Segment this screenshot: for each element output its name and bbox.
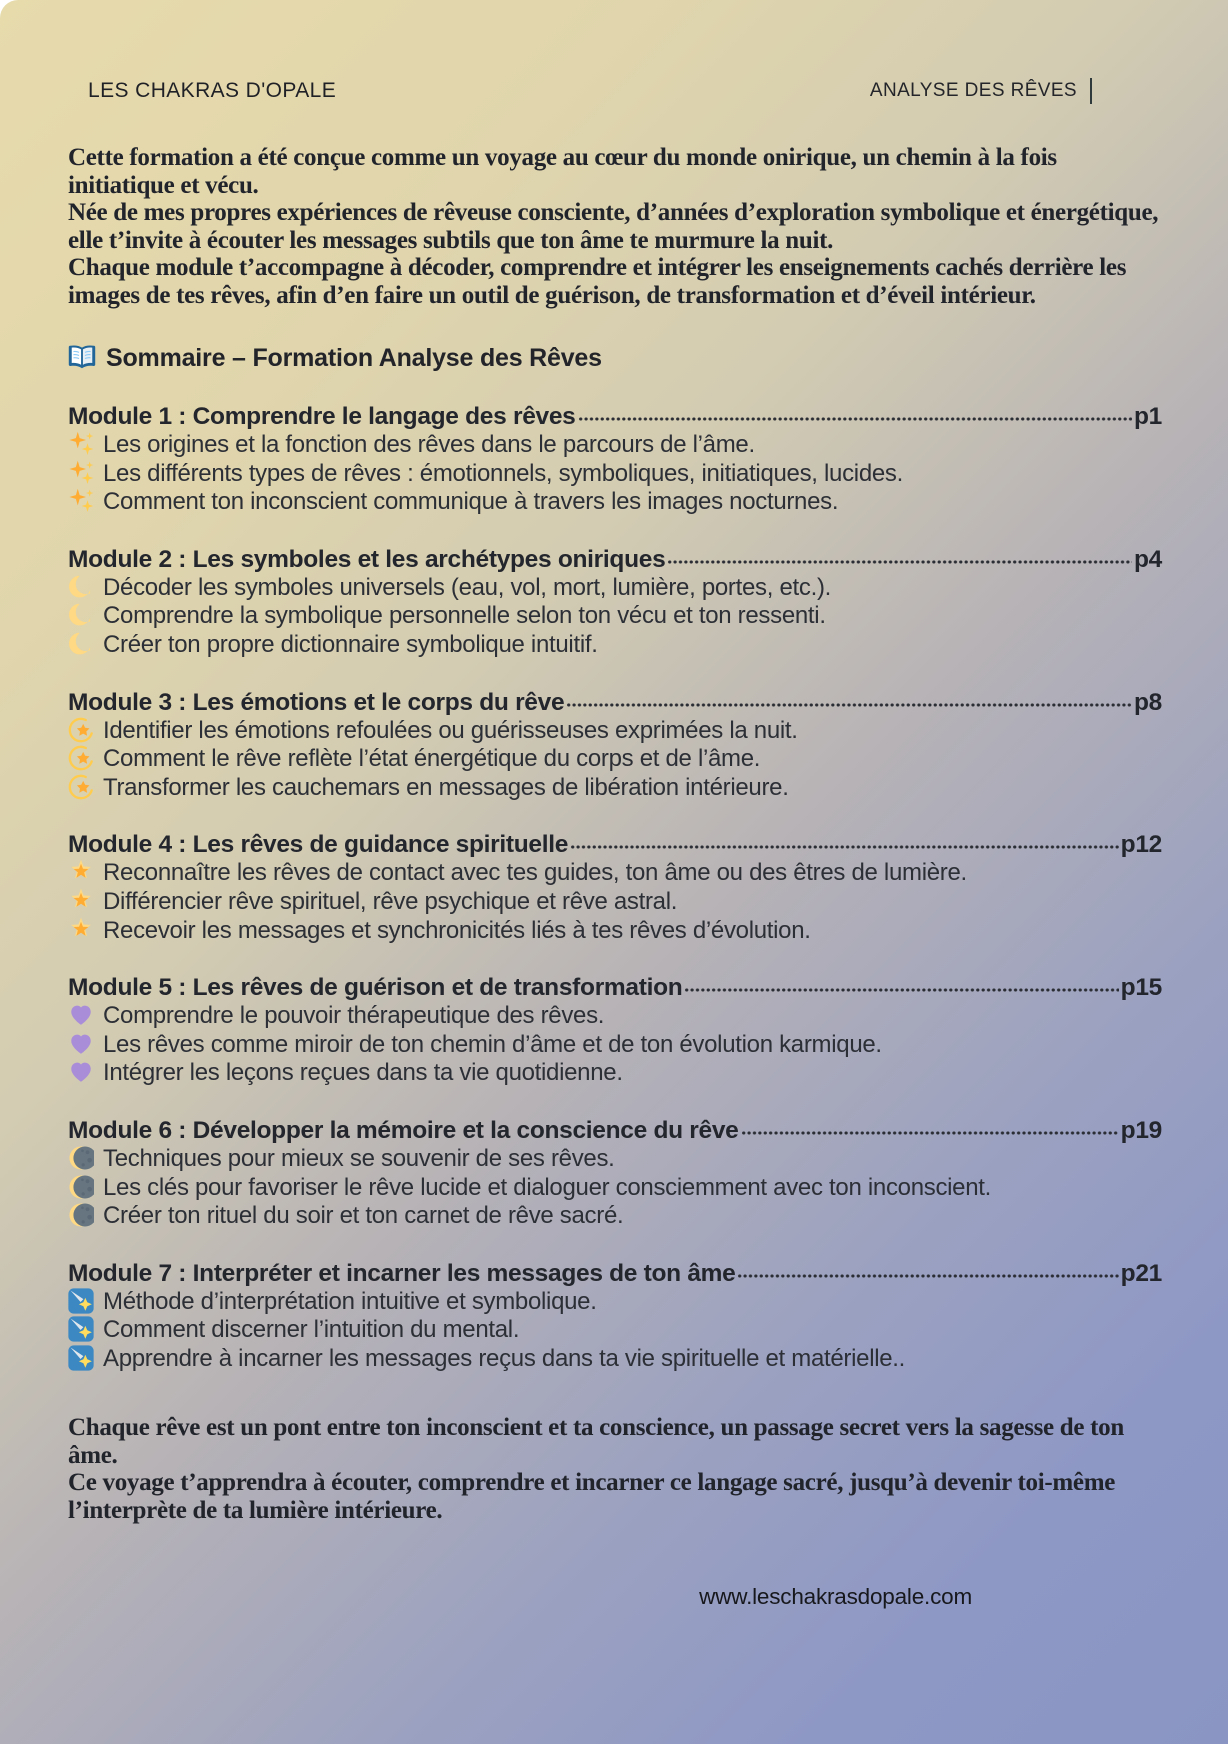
dizzy-star-icon	[68, 774, 94, 800]
module-section-7	[68, 1260, 1162, 1373]
list-item-text: Créer ton rituel du soir et ton carnet de rêve sacré.	[103, 1202, 624, 1230]
page-number: p19	[1120, 1116, 1162, 1144]
dizzy-star-icon	[68, 717, 94, 743]
list-item	[68, 1174, 1162, 1202]
glowing-star-icon	[68, 859, 94, 885]
list-item-text: Comment discerner l’intuition du mental.	[103, 1316, 520, 1344]
closing-paragraph: Ce voyage t’apprendra à écouter, comprendre et incarner ce langage sacré, jusqu’à devenir toi-même l’interprète de ta lumière intérieure.	[68, 1469, 1116, 1524]
page-number: p12	[1120, 831, 1162, 859]
website-link[interactable]: www.leschakrasdopale.com	[699, 1584, 972, 1610]
module-section-4	[68, 831, 1162, 944]
list-item	[68, 1002, 1162, 1030]
list-item-text: Méthode d’interprétation intuitive et symbolique.	[103, 1287, 597, 1315]
module-title: Module 1 : Comprendre le langage des rêves	[68, 403, 576, 430]
module-title: Module 3 : Les émotions et le corps du rêve	[68, 688, 565, 716]
page-content	[0, 144, 1228, 1610]
header-right	[870, 78, 1092, 104]
list-item	[68, 1059, 1162, 1087]
list-item	[68, 888, 1162, 916]
list-item	[68, 574, 1162, 602]
closing-paragraph: Chaque rêve est un pont entre ton inconscient et ta conscience, un passage secret vers la sagesse de ton âme.	[68, 1414, 1124, 1469]
intro-paragraph: Cette formation a été conçue comme un voyage au cœur du monde onirique, un chemin à la fois initiatique et vécu.	[68, 144, 1057, 199]
list-item-text: Transformer les cauchemars en messages de libération intérieure.	[103, 773, 789, 801]
list-item-text: Recevoir les messages et synchronicités liés à tes rêves d’évolution.	[103, 916, 811, 944]
intro-paragraph: Chaque module t’accompagne à décoder, comprendre et intégrer les enseignements cachés derrière les images de tes rêves, afin d’en faire un outil de guérison, de transformation et d’éveil intérieur.	[68, 254, 1127, 309]
sparkles-icon	[68, 431, 94, 457]
dotted-leader	[741, 1118, 1119, 1138]
list-item-text: Les origines et la fonction des rêves dans le parcours de l’âme.	[103, 431, 755, 458]
toc-entry	[68, 1117, 1162, 1144]
crescent-moon-icon	[68, 574, 94, 600]
list-item	[68, 1316, 1162, 1344]
list-item-text: Décoder les symboles universels (eau, vol, mort, lumière, portes, etc.).	[103, 573, 832, 601]
toc-entry	[68, 546, 1162, 573]
list-item	[68, 745, 1162, 773]
waning-crescent-moon-icon	[68, 1202, 94, 1228]
page-number: p8	[1134, 688, 1162, 716]
shooting-star-icon	[68, 1316, 94, 1342]
page-number: p1	[1134, 403, 1162, 430]
list-item-text: Comprendre la symbolique personnelle selon ton vécu et ton ressenti.	[103, 602, 826, 630]
dotted-leader	[737, 1261, 1118, 1281]
glowing-star-icon	[68, 888, 94, 914]
page-header	[0, 0, 1228, 104]
crescent-moon-icon	[68, 602, 94, 628]
list-item-text: Les clés pour favoriser le rêve lucide et dialoguer consciemment avec ton inconscient.	[103, 1173, 992, 1201]
shooting-star-icon	[68, 1288, 94, 1314]
intro-paragraphs	[68, 144, 1162, 309]
list-item	[68, 1288, 1162, 1316]
list-item-text: Intégrer les leçons reçues dans ta vie quotidienne.	[103, 1059, 623, 1087]
module-title: Module 4 : Les rêves de guidance spirituelle	[68, 831, 569, 859]
list-item	[68, 1345, 1162, 1373]
module-title: Module 5 : Les rêves de guérison et de transformation	[68, 974, 683, 1002]
module-title: Module 2 : Les symboles et les archétypes oniriques	[68, 545, 666, 573]
dotted-leader	[667, 547, 1132, 567]
brand-title: LES CHAKRAS D'OPALE	[88, 79, 337, 102]
list-item-text: Comprendre le pouvoir thérapeutique des rêves.	[103, 1002, 605, 1030]
open-book-icon	[68, 343, 96, 371]
toc-heading-label: Sommaire – Formation Analyse des Rêves	[106, 344, 602, 372]
shooting-star-icon	[68, 1345, 94, 1371]
dotted-leader	[570, 832, 1119, 852]
module-title: Module 7 : Interpréter et incarner les messages de ton âme	[68, 1259, 736, 1287]
module-section-1	[68, 403, 1162, 516]
dotted-leader	[566, 690, 1132, 710]
list-item	[68, 774, 1162, 802]
purple-heart-icon	[68, 1002, 94, 1028]
dizzy-star-icon	[68, 745, 94, 771]
glowing-star-icon	[68, 917, 94, 943]
list-item	[68, 488, 1162, 516]
intro-paragraph: Née de mes propres expériences de rêveuse consciente, d’années d’exploration symbolique et énergétique, elle t’invite à écouter les messages subtils que ton âme te murmure la nuit.	[68, 199, 1159, 254]
waning-crescent-moon-icon	[68, 1174, 94, 1200]
list-item-text: Apprendre à incarner les messages reçus dans ta vie spirituelle et matérielle..	[103, 1344, 906, 1372]
dotted-leader	[578, 404, 1133, 424]
list-item-text: Identifier les émotions refoulées ou guérisseuses exprimées la nuit.	[103, 716, 798, 744]
page-number: p4	[1134, 545, 1162, 573]
list-item	[68, 917, 1162, 945]
closing-paragraphs	[68, 1414, 1162, 1524]
toc-entry	[68, 689, 1162, 716]
page-number: p15	[1120, 974, 1162, 1002]
list-item-text: Comment ton inconscient communique à travers les images nocturnes.	[103, 488, 839, 516]
page-label: ANALYSE DES RÊVES	[869, 80, 1077, 101]
list-item-text: Les rêves comme miroir de ton chemin d’âme et de ton évolution karmique.	[103, 1030, 882, 1058]
list-item	[68, 1145, 1162, 1173]
list-item-text: Différencier rêve spirituel, rêve psychique et rêve astral.	[103, 887, 678, 915]
module-section-3	[68, 689, 1162, 802]
list-item	[68, 1202, 1162, 1230]
toc-entry	[68, 974, 1162, 1001]
list-item-text: Créer ton propre dictionnaire symbolique intuitif.	[103, 630, 598, 658]
list-item-text: Les différents types de rêves : émotionnels, symboliques, initiatiques, lucides.	[103, 459, 903, 487]
dotted-leader	[684, 975, 1118, 995]
header-divider	[1090, 78, 1092, 104]
module-section-5	[68, 974, 1162, 1087]
list-item-text: Comment le rêve reflète l’état énergétique du corps et de l’âme.	[103, 745, 761, 773]
toc-heading	[68, 343, 1162, 373]
module-title: Module 6 : Développer la mémoire et la conscience du rêve	[68, 1116, 739, 1144]
list-item	[68, 602, 1162, 630]
module-section-2	[68, 546, 1162, 659]
sparkles-icon	[68, 488, 94, 514]
toc-entry	[68, 831, 1162, 858]
crescent-moon-icon	[68, 631, 94, 657]
waning-crescent-moon-icon	[68, 1145, 94, 1171]
list-item	[68, 460, 1162, 488]
module-section-6	[68, 1117, 1162, 1230]
page-number: p21	[1120, 1259, 1162, 1287]
sparkles-icon	[68, 460, 94, 486]
purple-heart-icon	[68, 1031, 94, 1057]
list-item	[68, 717, 1162, 745]
toc-entry	[68, 1260, 1162, 1287]
toc-entry	[68, 403, 1162, 430]
list-item	[68, 431, 1162, 459]
list-item-text: Techniques pour mieux se souvenir de ses rêves.	[103, 1144, 615, 1172]
list-item	[68, 1031, 1162, 1059]
purple-heart-icon	[68, 1059, 94, 1085]
list-item-text: Reconnaître les rêves de contact avec tes guides, ton âme ou des êtres de lumière.	[103, 859, 967, 887]
list-item	[68, 631, 1162, 659]
list-item	[68, 859, 1162, 887]
